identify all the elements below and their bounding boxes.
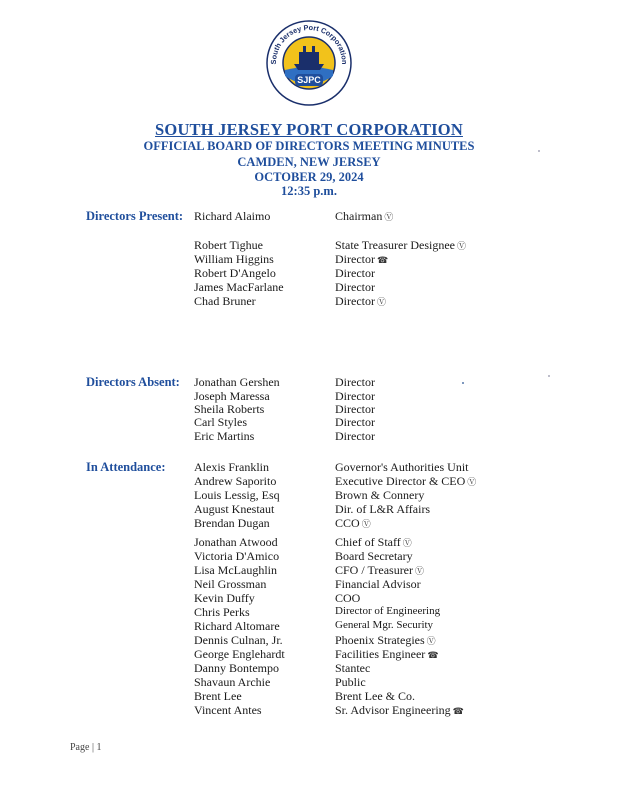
logo-ring-text: South Jersey Port Corporation: [268, 22, 350, 65]
person-role: Chief of Staff Ⓥ: [335, 535, 412, 549]
person-name: Richard Altomare: [194, 619, 280, 633]
list-item: [0, 549, 618, 563]
list-item: [0, 402, 618, 416]
person-name: Sheila Roberts: [194, 402, 265, 416]
ship-logo-icon: [266, 20, 352, 106]
person-name: Victoria D'Amico: [194, 549, 280, 563]
page-number: Page | 1: [70, 742, 102, 753]
person-role: Director ☎: [335, 252, 389, 266]
person-role: Financial Advisor: [335, 577, 421, 591]
document-title: SOUTH JERSEY PORT CORPORATION: [155, 120, 463, 139]
person-name: Lisa McLaughlin: [194, 563, 277, 577]
person-name: Alexis Franklin: [194, 460, 269, 474]
person-name: George Englehardt: [194, 647, 285, 661]
person-name: Brendan Dugan: [194, 516, 270, 530]
person-name: Chad Bruner: [194, 294, 256, 308]
person-role: Governor's Authorities Unit: [335, 460, 469, 474]
meeting-location: CAMDEN, NEW JERSEY: [237, 155, 381, 169]
list-item: [0, 591, 618, 605]
list-item: [0, 429, 618, 443]
list-item: [0, 577, 618, 591]
person-name: Shavaun Archie: [194, 675, 271, 689]
person-name: Carl Styles: [194, 415, 247, 429]
in-attendance-label: In Attendance:: [86, 460, 166, 474]
virtual-attendance-icon: Ⓥ: [376, 298, 386, 308]
person-role: State Treasurer Designee Ⓥ: [335, 238, 466, 252]
scan-speck: [462, 382, 464, 384]
person-role: Director: [335, 266, 375, 280]
directors-absent-label: Directors Absent:: [86, 375, 180, 389]
person-role: Director: [335, 389, 375, 403]
person-role: Director of Engineering: [335, 605, 441, 617]
phone-icon: ☎: [452, 707, 464, 717]
person-role: Executive Director & CEO Ⓥ: [335, 474, 477, 488]
person-role: Stantec: [335, 661, 371, 675]
list-item: [0, 647, 618, 661]
list-item: [0, 294, 618, 308]
list-item: [0, 488, 618, 502]
list-item: [0, 415, 618, 429]
phone-icon: ☎: [427, 651, 439, 661]
list-item: [0, 209, 618, 223]
person-name: Vincent Antes: [194, 703, 262, 717]
virtual-attendance-icon: Ⓥ: [426, 637, 436, 647]
person-name: Jonathan Atwood: [194, 535, 278, 549]
person-role: Sr. Advisor Engineering ☎: [335, 703, 464, 717]
person-name: Danny Bontempo: [194, 661, 279, 675]
list-item: [0, 266, 618, 280]
list-item: [0, 535, 618, 549]
list-item: [0, 460, 618, 474]
virtual-attendance-icon: Ⓥ: [361, 520, 371, 530]
list-item: [0, 474, 618, 488]
person-role: Brent Lee & Co.: [335, 689, 415, 703]
list-item: [0, 661, 618, 675]
person-name: James MacFarlane: [194, 280, 284, 294]
sjpc-logo: [266, 20, 352, 106]
person-role: CCO Ⓥ: [335, 516, 371, 530]
person-name: William Higgins: [194, 252, 274, 266]
scan-speck: [548, 375, 550, 377]
scan-speck: [538, 150, 540, 152]
list-item: [0, 516, 618, 530]
person-role: Director Ⓥ: [335, 294, 386, 308]
list-item: [0, 563, 618, 577]
virtual-attendance-icon: Ⓥ: [384, 213, 394, 223]
person-role: Brown & Connery: [335, 488, 425, 502]
virtual-attendance-icon: Ⓥ: [467, 478, 477, 488]
list-item: [0, 619, 618, 633]
list-item: [0, 633, 618, 647]
person-name: Andrew Saporito: [194, 474, 277, 488]
person-name: August Knestaut: [194, 502, 275, 516]
person-name: Kevin Duffy: [194, 591, 255, 605]
person-role: COO: [335, 591, 361, 605]
person-name: Brent Lee: [194, 689, 242, 703]
person-role: Phoenix Strategies Ⓥ: [335, 633, 436, 647]
person-name: Chris Perks: [194, 605, 250, 619]
person-role: Director: [335, 415, 375, 429]
person-role: Dir. of L&R Affairs: [335, 502, 431, 516]
list-item: [0, 703, 618, 717]
list-item: [0, 605, 618, 619]
person-name: Louis Lessig, Esq: [194, 488, 280, 502]
person-name: Jonathan Gershen: [194, 375, 280, 389]
list-item: [0, 689, 618, 703]
person-name: Richard Alaimo: [194, 209, 271, 223]
person-role: Board Secretary: [335, 549, 413, 563]
list-item: [0, 280, 618, 294]
virtual-attendance-icon: Ⓥ: [456, 242, 466, 252]
person-name: Joseph Maressa: [194, 389, 270, 403]
person-role: Director: [335, 280, 375, 294]
person-name: Robert D'Angelo: [194, 266, 276, 280]
logo-badge-text: SJPC: [297, 75, 321, 85]
list-item: [0, 375, 618, 389]
list-item: [0, 238, 618, 252]
meeting-time: 12:35 p.m.: [281, 184, 337, 198]
person-role: Director: [335, 402, 375, 416]
directors-present-label: Directors Present:: [86, 209, 184, 223]
person-role: Public: [335, 675, 366, 689]
person-name: Neil Grossman: [194, 577, 267, 591]
person-name: Dennis Culnan, Jr.: [194, 633, 283, 647]
list-item: [0, 675, 618, 689]
person-role: CFO / Treasurer Ⓥ: [335, 563, 425, 577]
phone-icon: ☎: [376, 256, 389, 266]
meeting-date: OCTOBER 29, 2024: [254, 170, 364, 184]
document-subtitle: OFFICIAL BOARD OF DIRECTORS MEETING MINUTES: [143, 139, 475, 153]
person-role: Director: [335, 375, 375, 389]
person-name: Robert Tighue: [194, 238, 264, 252]
list-item: [0, 389, 618, 403]
person-role: General Mgr. Security: [335, 619, 434, 631]
person-name: Eric Martins: [194, 429, 255, 443]
virtual-attendance-icon: Ⓥ: [402, 539, 412, 549]
virtual-attendance-icon: Ⓥ: [415, 567, 425, 577]
list-item: [0, 502, 618, 516]
person-role: Director: [335, 429, 375, 443]
person-role: Chairman Ⓥ: [335, 209, 394, 223]
list-item: [0, 252, 618, 266]
person-role: Facilities Engineer ☎: [335, 647, 439, 661]
